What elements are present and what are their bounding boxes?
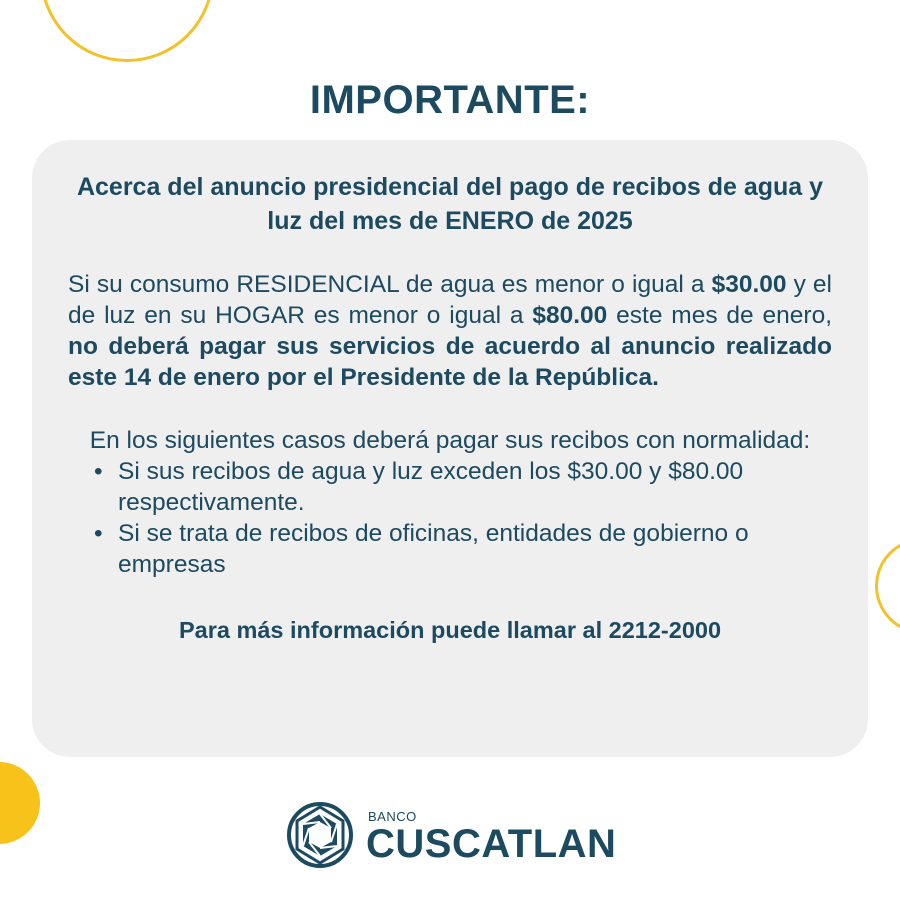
card-content [68,170,832,644]
cases-intro: En los siguientes casos deberá pagar sus recibos con normalidad: [89,427,811,454]
decorative-circle-left [0,762,40,844]
water-limit: $30.00 [711,271,787,298]
list-item-text: Si sus recibos de agua y luz exceden los $30.00 y $80.00 respectivamente. [118,458,744,516]
card-subtitle: Acerca del anuncio presidencial del pago de recibos de agua y luz del mes de ENERO de 2025 [76,173,824,235]
logo-bank-label: BANCO [368,809,417,824]
bullet-icon: • [94,520,103,547]
list-item [94,518,832,580]
logo-name: CUSCATLAN [366,822,617,866]
list-item-text: Si se trata de recibos de oficinas, entidades de gobierno o empresas [118,520,749,578]
decorative-ring-right [875,538,900,634]
power-limit: $80.00 [532,302,608,329]
paragraph-text: Si su consumo RESIDENCIAL de agua es menor o igual a [68,271,712,298]
eligibility-paragraph [68,269,832,393]
list-item [94,456,832,518]
logo-emblem-icon [285,800,355,870]
decorative-ring-top [40,0,214,62]
no-payment-notice: no deberá pagar sus servicios de acuerdo al anuncio realizado este 14 de enero por el Presidente de la República. [68,333,832,391]
announcement-card [32,140,868,757]
cases-list [68,456,832,580]
paragraph-text: este mes de enero, [607,302,832,329]
contact-info: Para más información puede llamar al 2212-2000 [178,617,722,643]
page-title: IMPORTANTE: [309,78,591,122]
bullet-icon: • [94,458,103,485]
paragraph-text: y el de luz en su HOGAR es menor o igual a [68,271,832,329]
bank-logo [285,800,625,870]
